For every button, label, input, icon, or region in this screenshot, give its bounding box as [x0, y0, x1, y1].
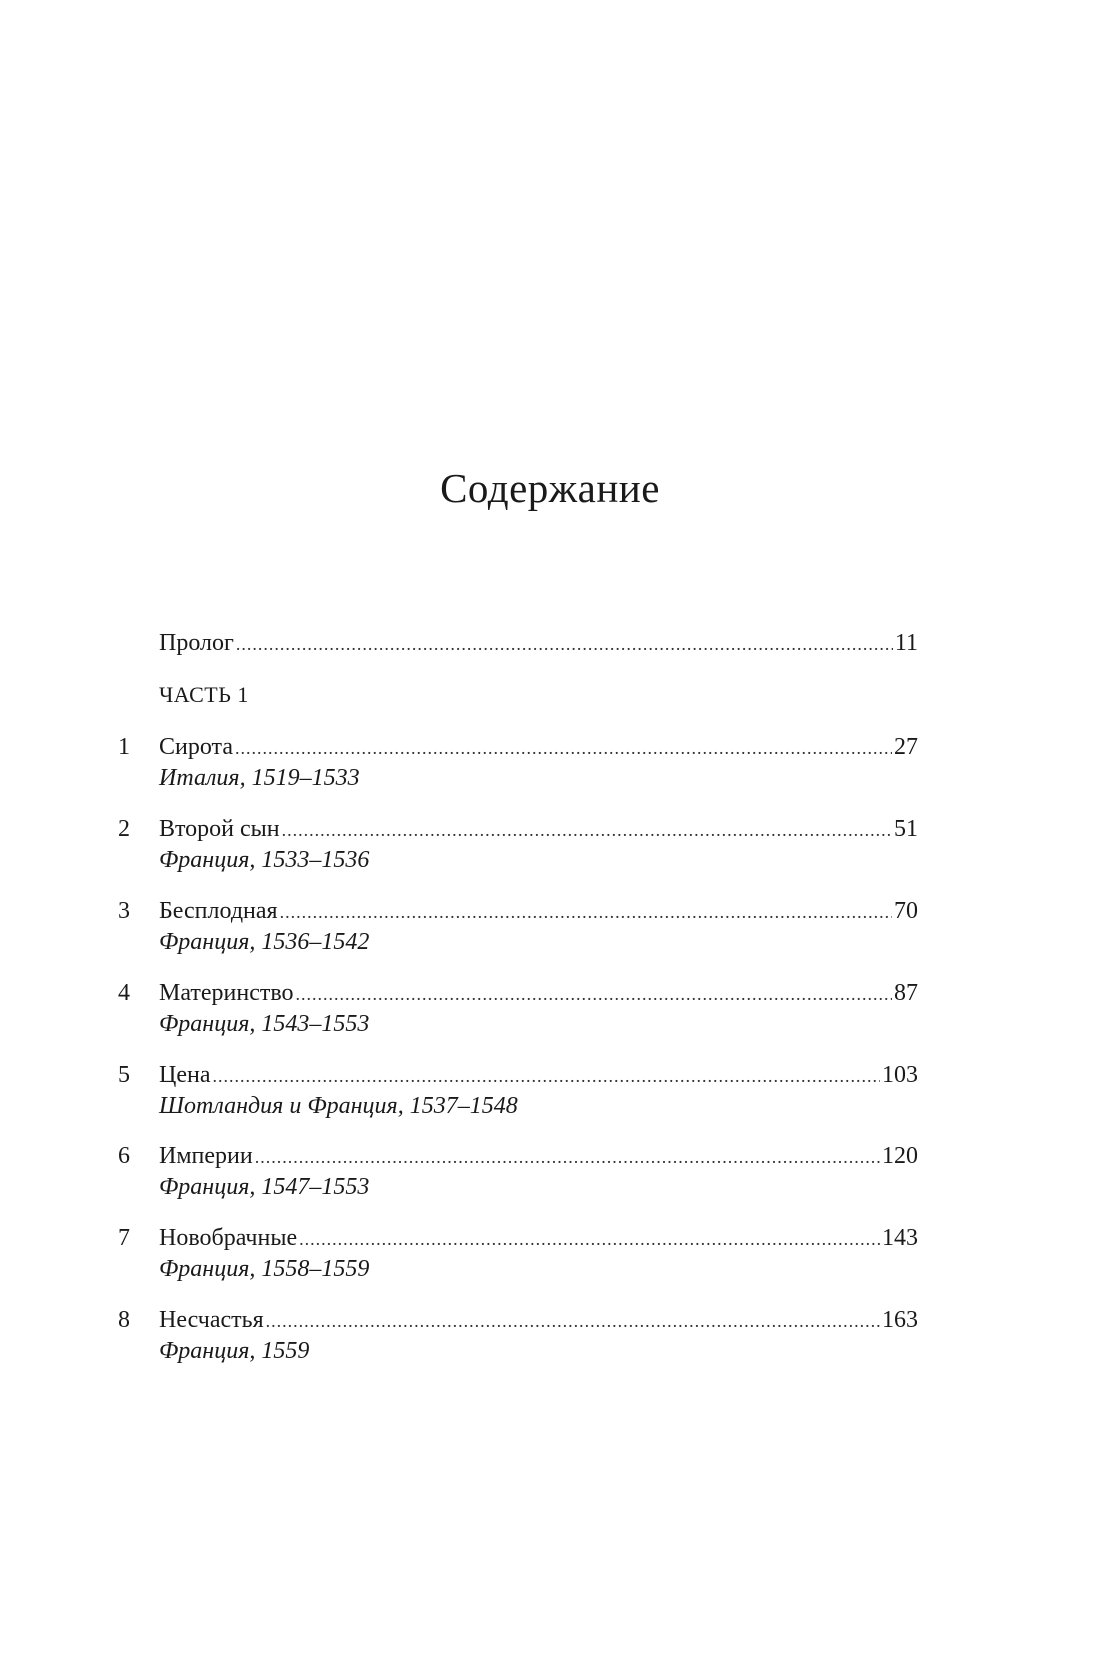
toc-entry-chapter[interactable] [118, 1305, 918, 1335]
leader-dots [299, 1224, 880, 1254]
leader-dots [282, 815, 892, 845]
chapter-subtitle: Франция, 1559 [159, 1338, 310, 1364]
leader-dots [280, 897, 892, 927]
toc-entry-subtitle [118, 763, 918, 793]
toc-entry-chapter[interactable] [118, 1223, 918, 1253]
toc-page-number: 163 [882, 1307, 918, 1333]
toc-entry-title: Сирота [159, 734, 233, 760]
chapter-number: 3 [118, 898, 130, 924]
leader-dots [296, 979, 892, 1009]
toc-entry-subtitle [118, 1172, 918, 1202]
toc-entry-title: Империи [159, 1143, 253, 1169]
page-title: Содержание [440, 465, 660, 512]
toc-entry-subtitle [118, 845, 918, 875]
toc-entry-chapter[interactable] [118, 732, 918, 762]
leader-dots [266, 1306, 880, 1336]
toc-part-heading [118, 680, 918, 710]
chapter-number: 7 [118, 1225, 130, 1251]
toc-entry-subtitle [118, 1336, 918, 1366]
toc-page-number: 103 [882, 1062, 918, 1088]
toc-entry-title: Бесплодная [159, 898, 278, 924]
chapter-subtitle: Франция, 1558–1559 [159, 1256, 370, 1282]
toc-entry-chapter[interactable] [118, 896, 918, 926]
chapter-number: 1 [118, 734, 130, 760]
toc-entry-title: Пролог [159, 630, 234, 656]
leader-dots [255, 1142, 880, 1172]
toc-entry-title: Материнство [159, 980, 294, 1006]
chapter-subtitle: Франция, 1536–1542 [159, 929, 370, 955]
chapter-number: 5 [118, 1062, 130, 1088]
toc-entry-chapter[interactable] [118, 1141, 918, 1171]
toc-entry-subtitle [118, 1091, 918, 1121]
chapter-number: 6 [118, 1143, 130, 1169]
chapter-number: 2 [118, 816, 130, 842]
toc-page-number: 27 [894, 734, 918, 760]
toc-page-number: 120 [882, 1143, 918, 1169]
chapter-subtitle: Франция, 1543–1553 [159, 1011, 370, 1037]
toc-entry-chapter[interactable] [118, 1060, 918, 1090]
toc-entry-prologue[interactable] [118, 628, 918, 658]
toc-entry-title: Второй сын [159, 816, 280, 842]
toc-entry-chapter[interactable] [118, 814, 918, 844]
toc-page-number: 143 [882, 1225, 918, 1251]
toc-entry-subtitle [118, 1009, 918, 1039]
leader-dots [236, 629, 893, 659]
toc-entry-subtitle [118, 1254, 918, 1284]
leader-dots [212, 1061, 880, 1091]
toc-page-number: 11 [894, 630, 918, 656]
chapter-number: 8 [118, 1307, 130, 1333]
toc-page-number: 70 [894, 898, 918, 924]
chapter-subtitle: Шотландия и Франция, 1537–1548 [159, 1093, 518, 1119]
toc-entry-title: Несчастья [159, 1307, 264, 1333]
chapter-subtitle: Франция, 1533–1536 [159, 847, 370, 873]
part-label: ЧАСТЬ 1 [159, 682, 249, 707]
toc-page-number: 87 [894, 980, 918, 1006]
toc-entry-subtitle [118, 927, 918, 957]
toc-entry-title: Новобрачные [159, 1225, 298, 1251]
toc-entry-title: Цена [159, 1062, 211, 1088]
leader-dots [235, 733, 892, 763]
chapter-number: 4 [118, 980, 130, 1006]
toc-entry-chapter[interactable] [118, 978, 918, 1008]
chapter-subtitle: Франция, 1547–1553 [159, 1174, 370, 1200]
chapter-subtitle: Италия, 1519–1533 [159, 765, 360, 791]
toc-page-number: 51 [894, 816, 918, 842]
